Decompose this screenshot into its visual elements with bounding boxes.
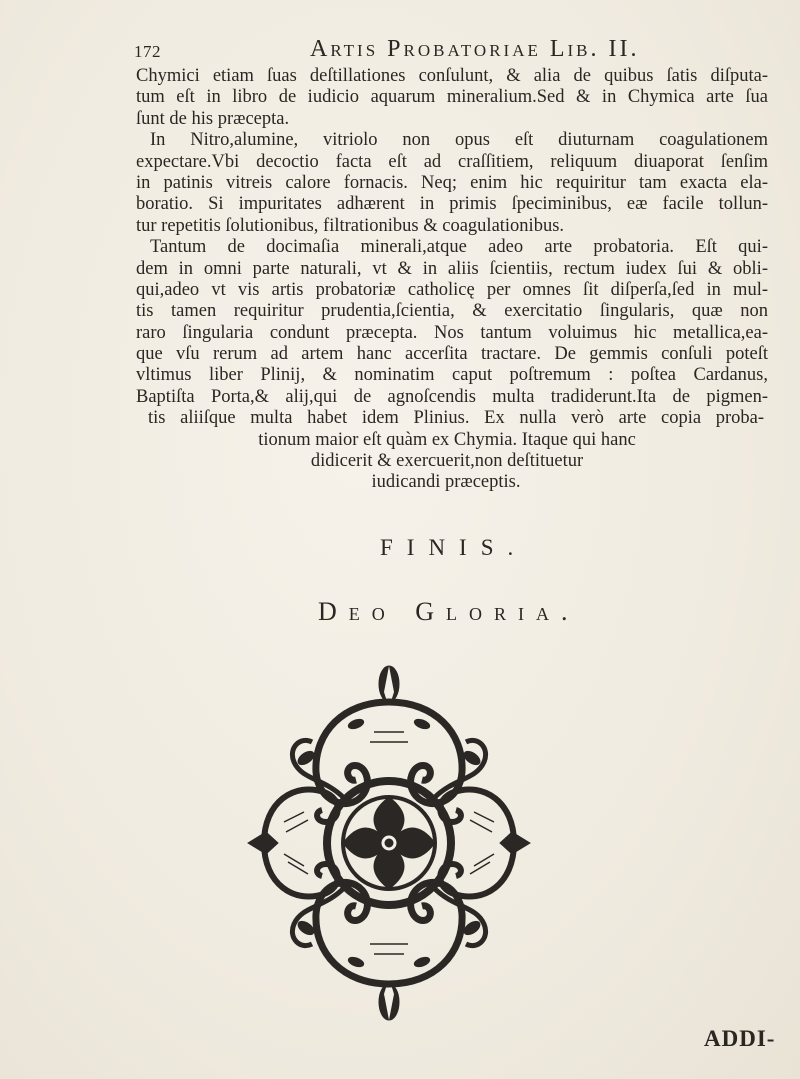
text-line: dem in omni parte naturali, vt & in aliis ſcientiis, rectum iudex ſui & obli-	[136, 258, 768, 279]
text-line: tur repetitis ſolutionibus, filtrationibus & coagulationibus.	[136, 215, 565, 236]
text-line: qui,adeo vt vis artis probatoriæ catholicę per omnes ſit diſperſa,ſed in mul-	[136, 279, 768, 300]
text-line: tum eſt in libro de iudicio aquarum mineralium.Sed & in Chymica arte ſua	[136, 87, 768, 108]
text-line: Baptiſta Porta,& alij,qui de agnoſcendis multa tradiderunt.Ita de pigmen-	[136, 386, 768, 407]
running-head: Artis Probatoriae Lib. II.	[310, 36, 640, 62]
text-line: expectare.Vbi decoctio facta eſt ad craſſitiem, reliquum diuaporat ſenſim	[136, 151, 768, 172]
text-line: in patinis vitreis calore fornacis. Neq; enim hic requiritur tam exacta ela-	[136, 172, 768, 193]
text-line: vltimus liber Plinij, & nominatim caput poſtremum : poſtea Cardanus,	[136, 365, 768, 386]
page-header	[134, 36, 754, 64]
text-line: que vſu rerum ad artem hanc accerſita tractare. De gemmis conſuli poteſt	[136, 344, 768, 365]
text-line: In Nitro,alumine, vitriolo non opus eſt diuturnam coagulationem	[150, 130, 768, 151]
text-line: boratio. Si impuritates adhærent in primis ſpeciminibus, eæ facile tollun-	[136, 194, 768, 215]
floral-tailpiece-ornament-icon	[244, 662, 534, 1024]
finis-heading: FINIS.	[380, 535, 528, 560]
text-line: ſunt de his præcepta.	[136, 108, 290, 129]
text-line: didicerit & exercuerit,non deſtituetur	[310, 451, 584, 472]
text-line: tis aliiſque multa habet idem Plinius. Ex nulla verò arte copia proba-	[148, 408, 764, 429]
text-line: Chymici etiam ſuas deſtillationes conſulunt, & alia de quibus ſatis diſputa-	[136, 66, 768, 86]
text-line: tis tamen requiritur prudentia,ſcientia, & exercitatio ſingularis, quæ non	[136, 301, 768, 322]
text-line: raro ſingularia condunt præcepta. Nos tantum voluimus hic metallica,ea-	[136, 322, 768, 343]
text-line: tionum maior eſt quàm ex Chymia. Itaque qui hanc	[258, 429, 636, 450]
deo-gloria-heading: Deo Gloria.	[318, 597, 580, 626]
catchword: ADDI-	[704, 1026, 776, 1051]
text-line: Tantum de docimaſia minerali,atque adeo arte probatoria. Eſt qui-	[150, 237, 768, 258]
text-line: iudicandi præceptis.	[371, 472, 521, 493]
body-text	[136, 66, 768, 494]
page-number: 172	[134, 42, 161, 61]
